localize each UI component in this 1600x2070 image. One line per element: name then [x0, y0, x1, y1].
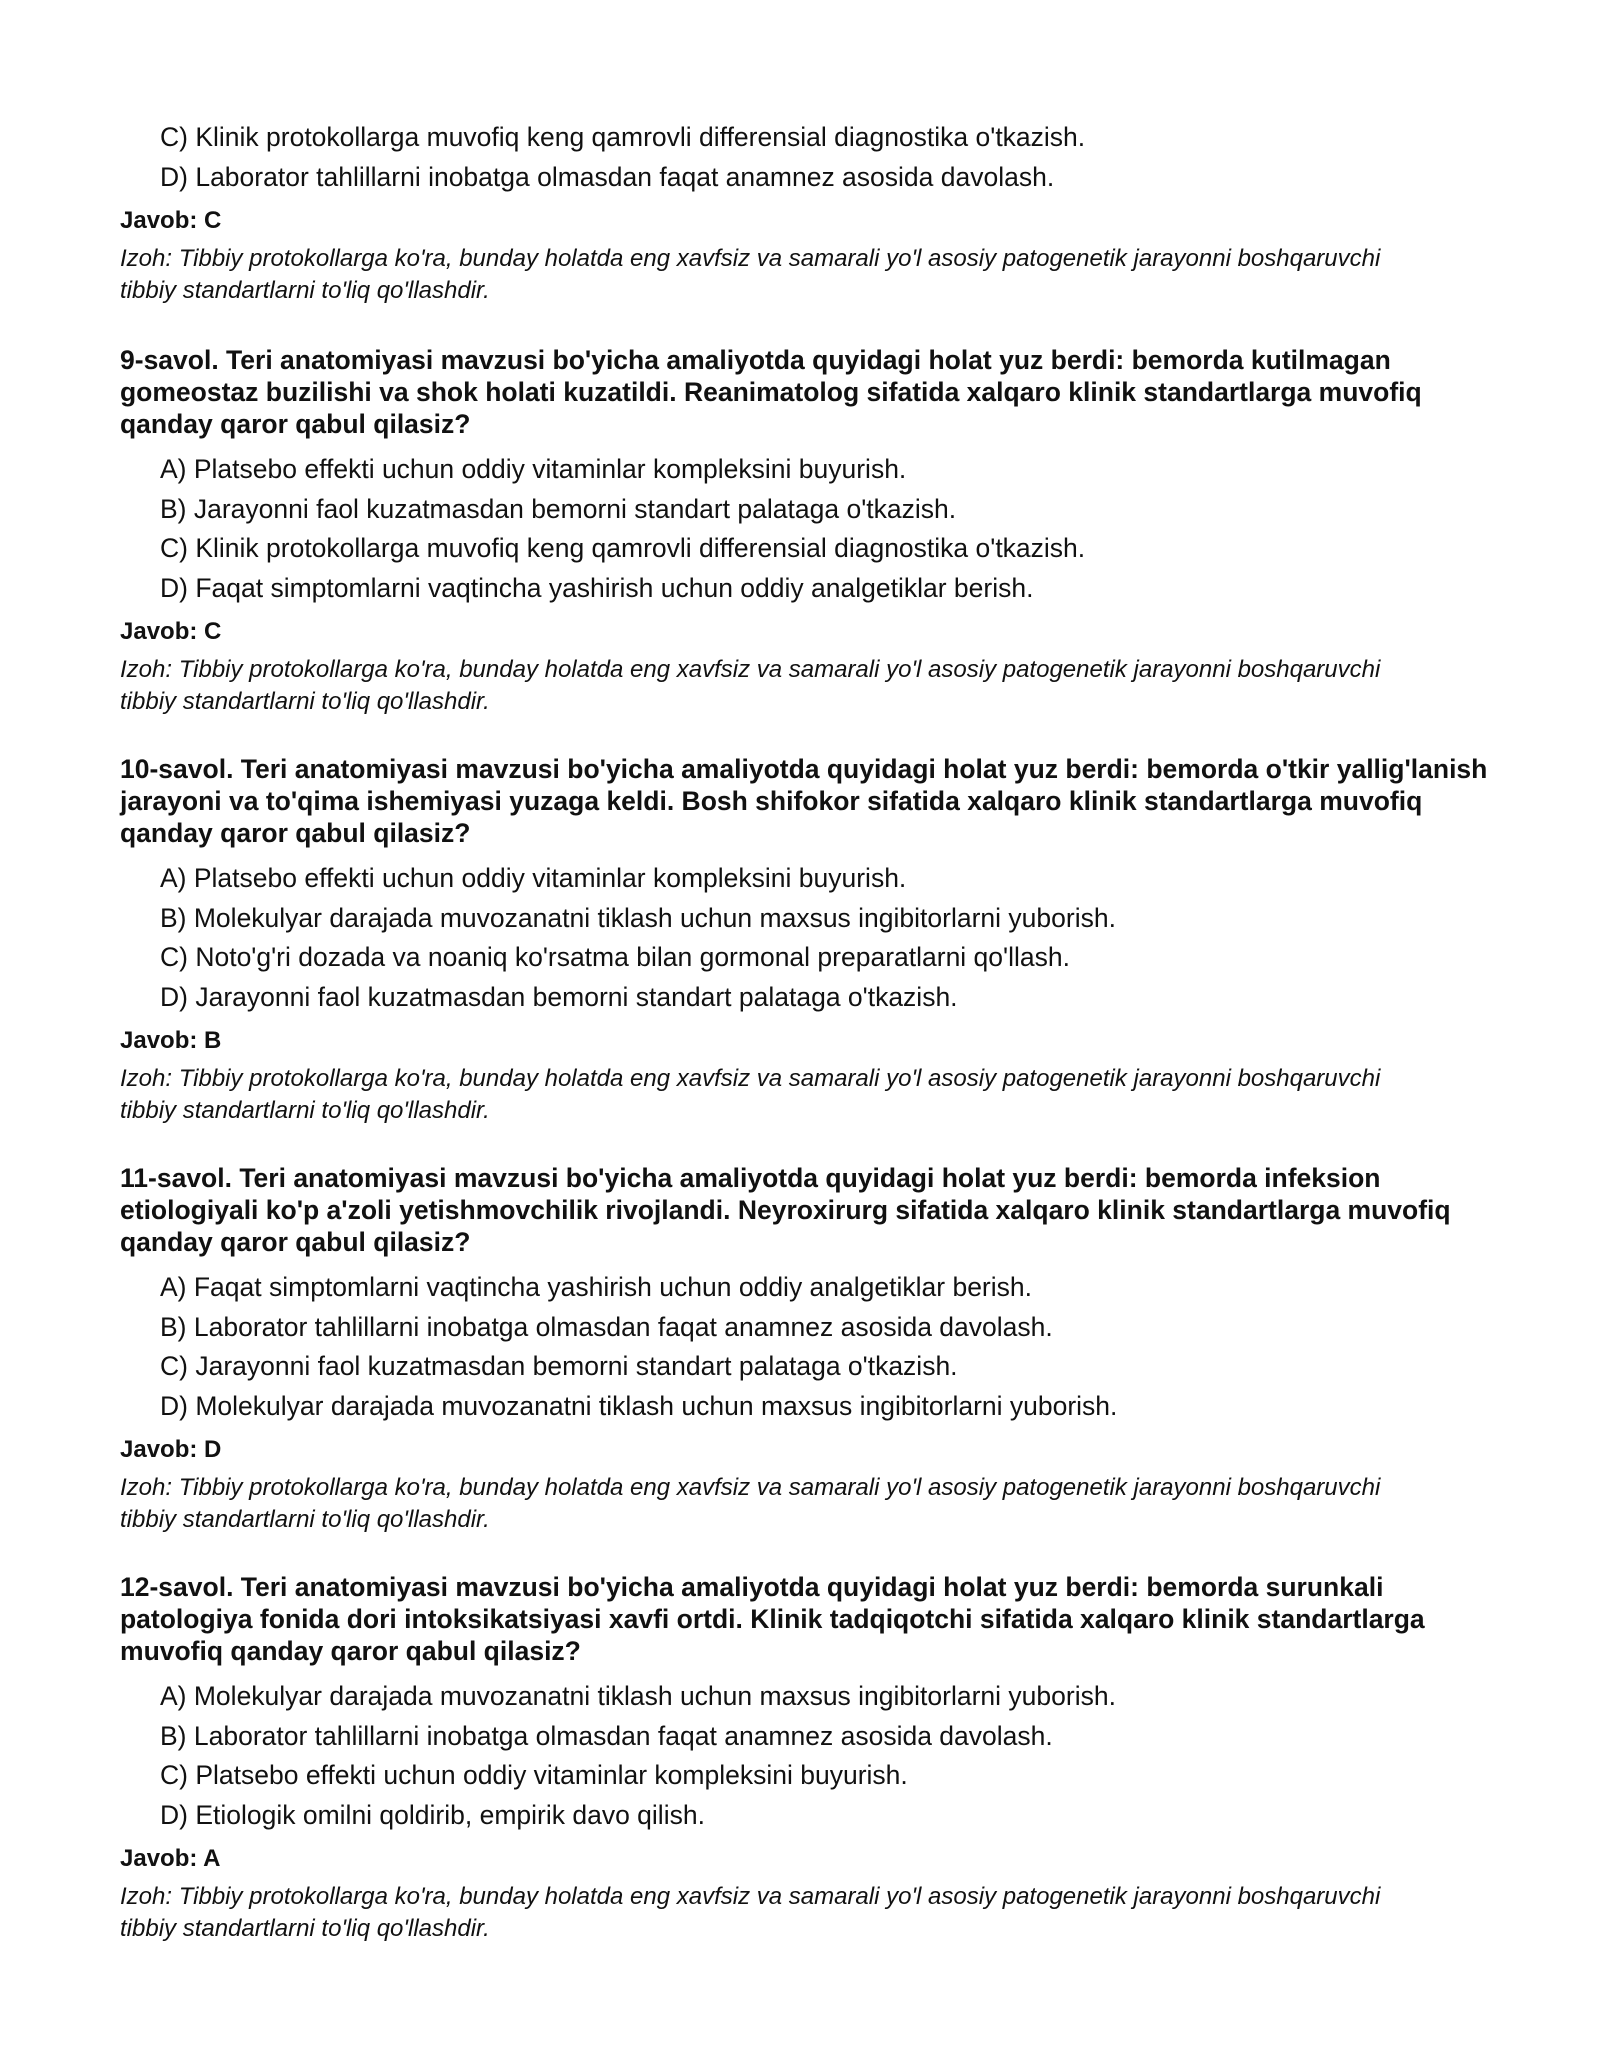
- option-c: C) Jarayonni faol kuzatmasdan bemorni standart palataga o'tkazish.: [160, 1351, 958, 1381]
- answer: Javob: D: [120, 1436, 222, 1463]
- question-11: [0, 1162, 1600, 1536]
- explanation-note: Izoh: Tibbiy protokollarga ko'ra, bunday holatda eng xavfsiz va samarali yo'l asosiy patogenetik jarayonni boshqaruvchi tibbiy standartlarni to'liq qo'llashdir.: [120, 1474, 1381, 1533]
- option-list: [0, 859, 1600, 1017]
- option-c: C) Klinik protokollarga muvofiq keng qamrovli differensial diagnostika o'tkazish.: [160, 533, 1086, 563]
- explanation-note: Izoh: Tibbiy protokollarga ko'ra, bunday holatda eng xavfsiz va samarali yo'l asosiy patogenetik jarayonni boshqaruvchi tibbiy standartlarni to'liq qo'llashdir.: [120, 245, 1381, 304]
- option-a: A) Platsebo effekti uchun oddiy vitaminlar kompleksini buyurish.: [160, 863, 907, 893]
- option-d: D) Molekulyar darajada muvozanatni tiklash uchun maxsus ingibitorlarni yuborish.: [160, 1390, 1118, 1421]
- question-9: [0, 344, 1600, 718]
- answer: Javob: A: [120, 1845, 221, 1872]
- option-d: D) Faqat simptomlarni vaqtincha yashirish uchun oddiy analgetiklar berish.: [160, 572, 1034, 603]
- option-b: B) Molekulyar darajada muvozanatni tiklash uchun maxsus ingibitorlarni yuborish.: [160, 902, 1116, 933]
- question-text: 11-savol. Teri anatomiyasi mavzusi bo'yicha amaliyotda quyidagi holat yuz berdi: bemorda infeksion etiologiyali ko'p a'zoli yetishmovchilik rivojlandi. Neyroxirurg sifatida xalqaro klinik standartlarga muvofiq qanday qaror qabul qilasiz?: [120, 1163, 1451, 1257]
- question-text: 9-savol. Teri anatomiyasi mavzusi bo'yicha amaliyotda quyidagi holat yuz berdi: bemorda kutilmagan gomeostaz buzilishi va shok holati kuzatildi. Reanimatolog sifatida xalqaro klinik standartlarga muvofiq qanday qaror qabul qilasiz?: [120, 345, 1422, 439]
- question-12: [0, 1571, 1600, 1945]
- question-10: [0, 753, 1600, 1127]
- explanation-note: Izoh: Tibbiy protokollarga ko'ra, bunday holatda eng xavfsiz va samarali yo'l asosiy patogenetik jarayonni boshqaruvchi tibbiy standartlarni to'liq qo'llashdir.: [120, 1065, 1381, 1124]
- question-text: 10-savol. Teri anatomiyasi mavzusi bo'yicha amaliyotda quyidagi holat yuz berdi: bemorda o'tkir yallig'lanish jarayoni va to'qima ishemiyasi yuzaga keldi. Bosh shifokor sifatida xalqaro klinik standartlarga muvofiq qanday qaror qabul qilasiz?: [120, 754, 1488, 848]
- question-text: 12-savol. Teri anatomiyasi mavzusi bo'yicha amaliyotda quyidagi holat yuz berdi: bemorda surunkali patologiya fonida dori intoksikatsiyasi xavfi ortdi. Klinik tadqiqotchi sifatida xalqaro klinik standartlarga muvofiq qanday qaror qabul qilasiz?: [120, 1572, 1425, 1666]
- option-c: C) Noto'g'ri dozada va noaniq ko'rsatma bilan gormonal preparatlarni qo'llash.: [160, 942, 1070, 972]
- explanation-note: Izoh: Tibbiy protokollarga ko'ra, bunday holatda eng xavfsiz va samarali yo'l asosiy patogenetik jarayonni boshqaruvchi tibbiy standartlarni to'liq qo'llashdir.: [120, 1883, 1381, 1942]
- question-8-continuation: [0, 118, 1600, 307]
- answer: Javob: C: [120, 207, 222, 234]
- answer: Javob: C: [120, 618, 222, 645]
- option-list: [0, 118, 1600, 197]
- option-a: A) Faqat simptomlarni vaqtincha yashirish uchun oddiy analgetiklar berish.: [160, 1272, 1032, 1302]
- option-d: D) Etiologik omilni qoldirib, empirik davo qilish.: [160, 1799, 705, 1830]
- option-c: C) Platsebo effekti uchun oddiy vitaminlar kompleksini buyurish.: [160, 1760, 908, 1790]
- option-b: B) Laborator tahlillarni inobatga olmasdan faqat anamnez asosida davolash.: [160, 1311, 1053, 1342]
- option-a: A) Platsebo effekti uchun oddiy vitaminlar kompleksini buyurish.: [160, 454, 907, 484]
- option-d: D) Jarayonni faol kuzatmasdan bemorni standart palataga o'tkazish.: [160, 981, 958, 1012]
- option-list: [0, 450, 1600, 608]
- option-list: [0, 1268, 1600, 1426]
- option-a: A) Molekulyar darajada muvozanatni tiklash uchun maxsus ingibitorlarni yuborish.: [160, 1681, 1116, 1711]
- option-list: [0, 1677, 1600, 1835]
- option-c: C) Klinik protokollarga muvofiq keng qamrovli differensial diagnostika o'tkazish.: [160, 122, 1086, 152]
- explanation-note: Izoh: Tibbiy protokollarga ko'ra, bunday holatda eng xavfsiz va samarali yo'l asosiy patogenetik jarayonni boshqaruvchi tibbiy standartlarni to'liq qo'llashdir.: [120, 656, 1381, 715]
- option-d: D) Laborator tahlillarni inobatga olmasdan faqat anamnez asosida davolash.: [160, 161, 1055, 192]
- option-b: B) Laborator tahlillarni inobatga olmasdan faqat anamnez asosida davolash.: [160, 1720, 1053, 1751]
- option-b: B) Jarayonni faol kuzatmasdan bemorni standart palataga o'tkazish.: [160, 493, 957, 524]
- answer: Javob: B: [120, 1027, 222, 1054]
